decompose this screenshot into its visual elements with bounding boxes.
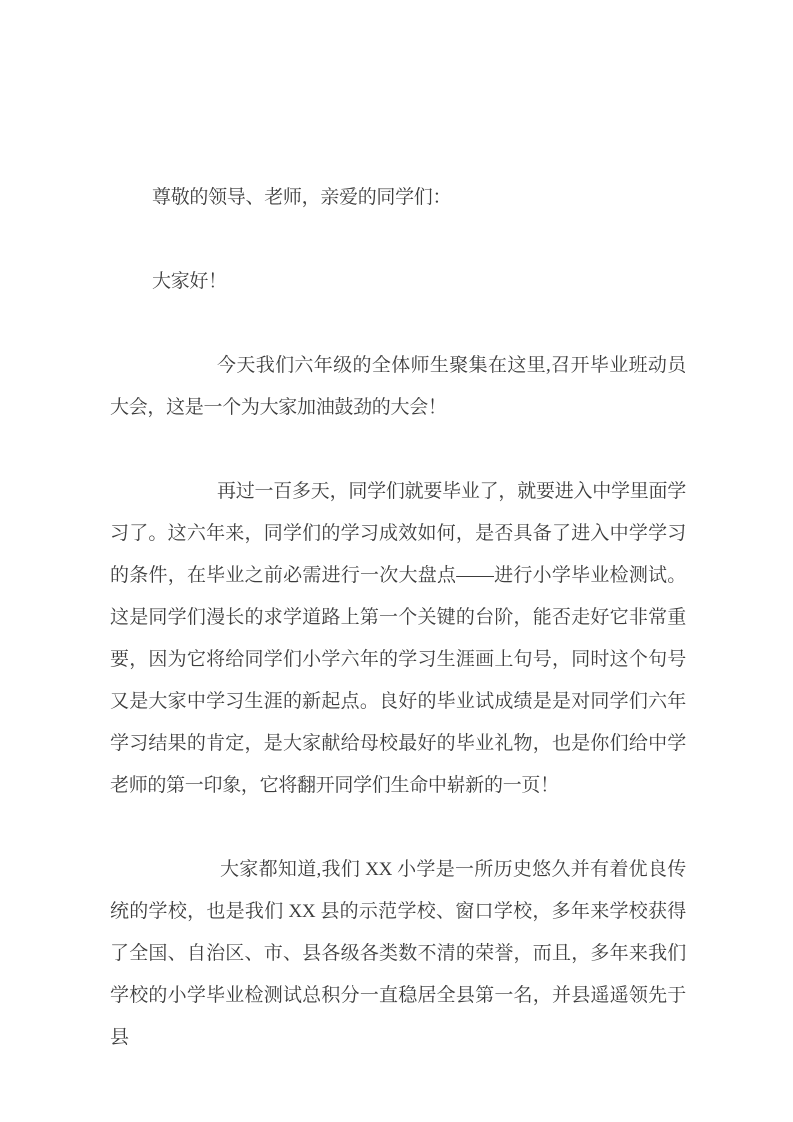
- paragraph-exam-importance: 再过一百多天，同学们就要毕业了，就要进入中学里面学习了。这六年来，同学们的学习成效如何，是否具备了进入中学学习的条件，在毕业之前必需进行一次大盘点——进行小学毕业检测试。这是同学们漫长的求学道路上第一个关键的台阶，能否走好它非常重要，因为它将给同学们小学六年的学习生涯画上句号，同时这个句号又是大家中学习生涯的新起点。良好的毕业试成绩是是对同学们六年学习结果的肯定，是大家献给母校最好的毕业礼物，也是你们给中学老师的第一印象，它将翻开同学们生命中崭新的一页！: [110, 481, 686, 796]
- document-body: [110, 177, 686, 1059]
- paragraph-salutation: 尊敬的领导、老师，亲爱的同学们：: [152, 187, 452, 208]
- paragraph-greeting: 大家好！: [152, 271, 227, 292]
- paragraph-school-honors: 大家都知道,我们 XX 小学是一所历史悠久并有着优良传统的学校，也是我们 XX 县的示范学校、窗口学校，多年来学校获得了全国、自治区、市、县各级各类数不清的荣誉，而且，多年来我们学校的小学毕业检测试总积分一直稳居全县第一名，并县遥遥领先于县: [110, 859, 686, 1048]
- paragraph-opening: 今天我们六年级的全体师生聚集在这里,召开毕业班动员大会，这是一个为大家加油鼓劲的大会！: [110, 355, 686, 418]
